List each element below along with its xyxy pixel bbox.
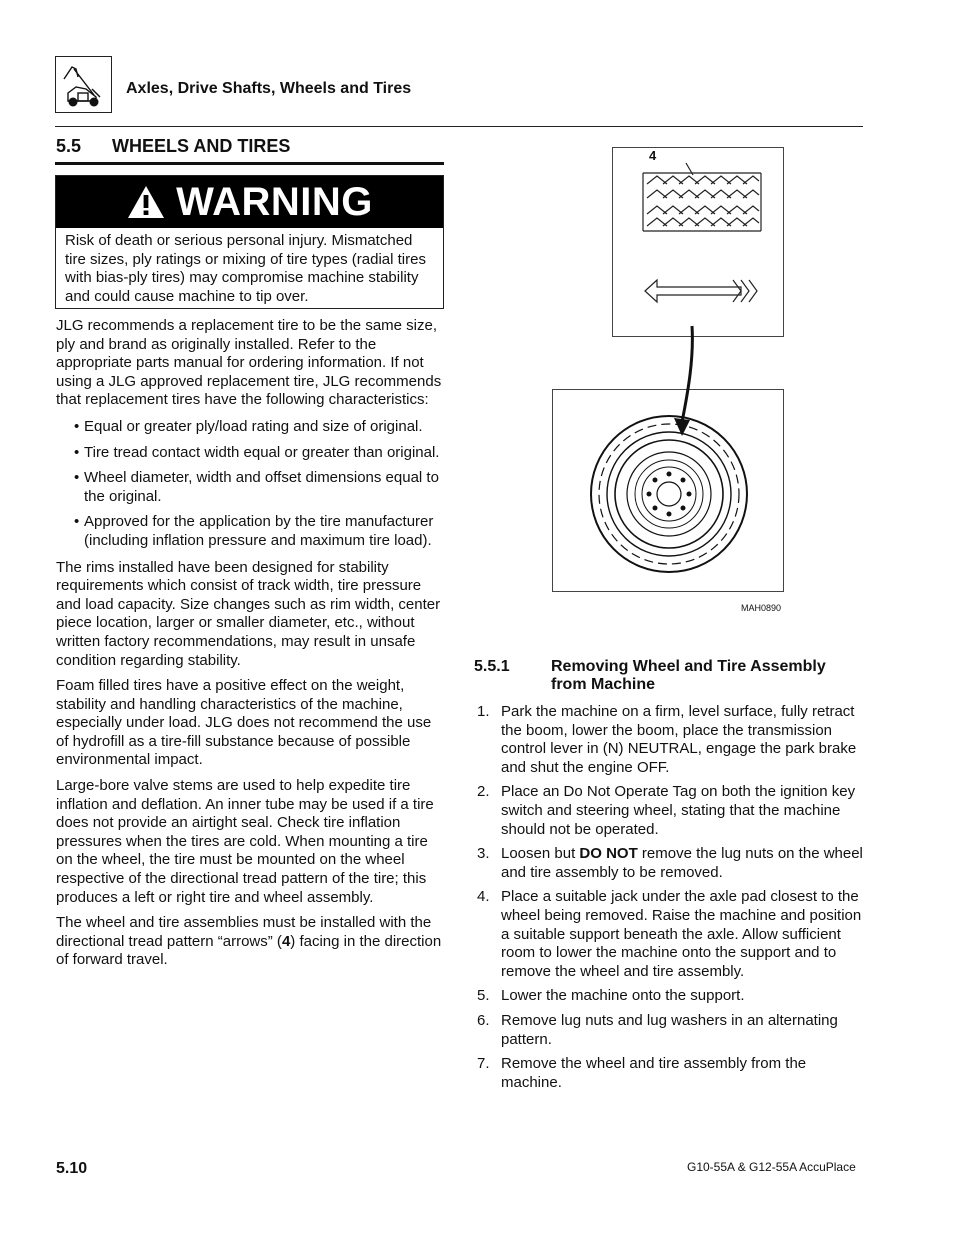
rims-paragraph: The rims installed have been designed for stability requirements which consist of track width, tire pressure and load capacity. Size changes such as rim width, center piece location, larger or smaller diameter, etc., without written factory recommendations, may result in unsafe condition regarding stability. — [56, 558, 441, 669]
intro-paragraph: JLG recommends a replacement tire to be the same size, ply and brand as originally installed. Refer to the appropriate parts manual for ordering information. If not using a JLG approved replacement tire, JLG recommends that replacement tires have the following characteristics: — [56, 317, 442, 409]
header-divider — [55, 126, 863, 127]
step-item: 4. Place a suitable jack under the axle pad closest to the wheel being removed. Raise the machine and position a suitable support beneath the axle. Allow sufficient room to lower the machine onto the support and to remove the wheel and tire assembly. — [477, 888, 862, 980]
foam-paragraph: Foam filled tires have a positive effect on the weight, stability and handling characteristics of the machine, especially under load. JLG does not recommend the use of hydrofill as a tire-fill substance because of possible environmental impact. — [56, 677, 432, 769]
step-item: 1. Park the machine on a firm, level surface, fully retract the boom, lower the boom, place the transmission control lever in (N) NEUTRAL, engage the park brake and shut the engine OFF. — [477, 703, 857, 776]
left-column — [56, 317, 446, 977]
section-number: 5.5 — [56, 136, 82, 156]
step-item: 6. Remove lug nuts and lug washers in an alternating pattern. — [477, 1011, 838, 1048]
list-item: • Equal or greater ply/load rating and size of original. — [56, 418, 446, 437]
list-item: • Tire tread contact width equal or greater than original. — [56, 444, 446, 463]
step-item: 7. Remove the wheel and tire assembly from the machine. — [477, 1055, 807, 1091]
figure-code: MAH0890 — [741, 603, 782, 613]
subsection-heading — [474, 658, 861, 694]
tire-characteristics-list — [56, 418, 446, 551]
valve-paragraph: Large-bore valve stems are used to help expedite tire inflation and deflation. An inner tube may be used if a tire does not provide an airtight seal. Check tire inflation pressures when the tires are cold. When mounting a tire on the wheel, the tire must be mounted on the wheel respective of the directional tread pattern of the tire; this produces a left or right tire and wheel assembly. — [56, 777, 434, 906]
telehandler-icon — [55, 56, 112, 113]
subsection-number: 5.5.1 — [474, 658, 510, 675]
section-heading — [56, 136, 290, 157]
callout-arrow — [670, 322, 700, 440]
section-divider — [55, 162, 444, 165]
section-title: WHEELS AND TIRES — [112, 136, 291, 156]
warning-triangle-icon — [126, 184, 166, 220]
callout-number: 4 — [649, 148, 657, 163]
subsection-title: Removing Wheel and Tire Assembly from Machine — [551, 658, 826, 693]
wheel-tire-illustration — [552, 389, 784, 592]
warning-box — [55, 175, 444, 309]
tread-pattern-detail — [612, 147, 784, 337]
chapter-title: Axles, Drive Shafts, Wheels and Tires — [126, 80, 412, 97]
page-number: 5.10 — [56, 1160, 88, 1177]
step-item: 2. Place an Do Not Operate Tag on both the ignition key switch and steering wheel, stating that the machine should not be operated. — [477, 783, 856, 838]
step-item: 5. Lower the machine onto the support. — [477, 987, 745, 1005]
list-item: • Approved for the application by the tire manufacturer (including inflation pressure and maximum tire load). — [56, 513, 446, 550]
warning-text: Risk of death or serious personal injury. Mismatched tire sizes, ply ratings or mixing of tire types (radial tires with bias-ply tires) may compromise machine stability and could cause machine to tip over. — [65, 232, 426, 305]
list-item: • Wheel diameter, width and offset dimensions equal to the original. — [56, 469, 446, 506]
warning-label: WARNING — [176, 179, 373, 224]
removal-steps-list — [477, 703, 863, 1098]
warning-banner — [56, 176, 443, 228]
installation-paragraph: The wheel and tire assemblies must be installed with the directional tread pattern “arrows” (4) facing in the direction of forward travel. — [56, 914, 442, 969]
step-item: 3. Loosen but DO NOT remove the lug nuts on the wheel and tire assembly to be removed. — [477, 845, 863, 881]
model-name: G10-55A & G12-55A AccuPlace — [687, 1160, 856, 1174]
